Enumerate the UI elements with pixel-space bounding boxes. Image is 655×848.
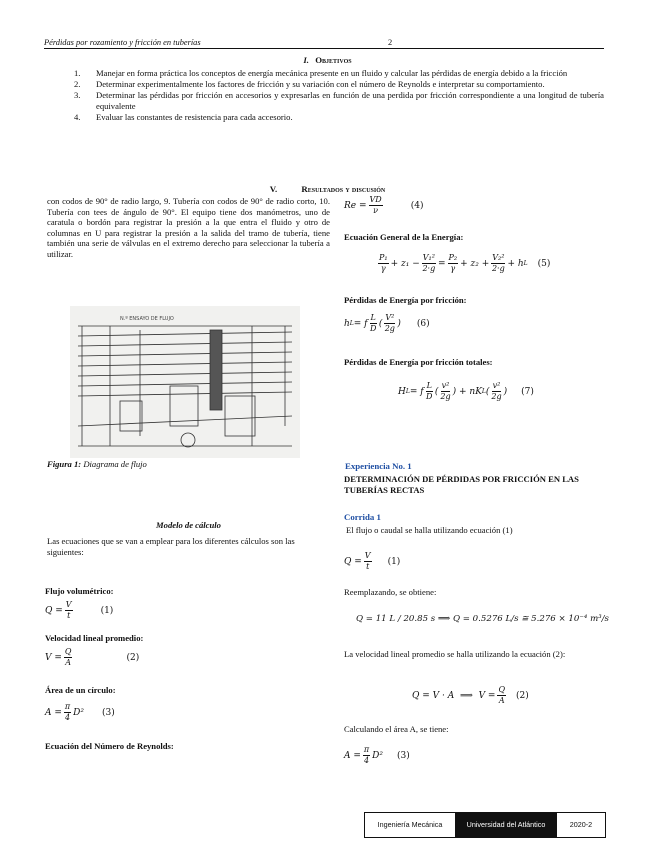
experiencia-title: Experiencia No. 1	[345, 461, 412, 471]
objetivos-list	[74, 68, 604, 123]
header-title: Pérdidas por rozamiento y fricción en tuberías	[44, 38, 201, 47]
equation-4: Re = $\frac{VD}{\nu}$ (4)	[344, 195, 424, 215]
equation-2: V = $\frac{Q}{A}$ (2)	[45, 647, 140, 667]
list-item: 1. Manejar en forma práctica los conceptos de energía mecánica presente en un fluido y calcular las pérdidas de energía debido a la fricción	[74, 68, 568, 78]
area-label: Área de un círculo:	[45, 685, 116, 695]
friccion-label: Pérdidas de Energía por fricción:	[344, 295, 467, 305]
energia-label: Ecuación General de la Energía:	[344, 232, 464, 242]
flujo-label: Flujo volumétrico:	[45, 586, 114, 596]
section-resultados-title: V. Resultados y discusión	[269, 184, 386, 194]
velocidad-label: Velocidad lineal promedio:	[45, 633, 144, 643]
figure-caption: Figura 1: Diagrama de flujo	[47, 459, 147, 469]
page-number: 2	[388, 38, 393, 47]
flujo-text: El flujo o caudal se halla utilizando ecuación (1)	[346, 525, 513, 535]
equation-r3: A = $\frac{\pi}{4}$ D² (3)	[344, 745, 410, 765]
equation-5: $\frac{\text{P₁}}{\gamma}$ + z₁ − $\frac{\text{V₁²}}{2\cdot g}$ = $\frac{\text{P₂}}{\gamma}$ + z₂ + $\frac{\text{V₂²}}{2\cdot g}$ + h L (5)	[379, 253, 551, 273]
friccion-totales-label: Pérdidas de Energía por fricción totales:	[344, 357, 493, 367]
list-item: 3. Determinar las pérdidas por fricción en accesorios y expresarlas en función de una perdida por fricción correspondiente a una longitud de tubería equivalente	[74, 90, 604, 111]
modelo-title: Modelo de cálculo	[156, 520, 221, 530]
reynolds-label: Ecuación del Número de Reynolds:	[45, 741, 174, 751]
equation-3: A = $\frac{\pi}{4}$ D² (3)	[45, 702, 115, 722]
list-item: 4. Evaluar las constantes de resistencia para cada accesorio.	[74, 112, 293, 122]
equation-7: H L = f $\frac{L}{D}$ ( $\frac{\text{v²}}{2g}$ ) + nK L ( $\frac{\text{v²}}{2g}$ ) (7)	[398, 381, 534, 401]
modelo-text: Las ecuaciones que se van a emplear para los diferentes cálculos son las siguientes:	[47, 536, 295, 557]
corrida-title: Corrida 1	[344, 512, 381, 522]
q-value-result: Q = 11 L / 20.85 s ⟹ Q = 0.5276 L/s ≅ 5.276 × 10⁻⁴ m³/s	[356, 614, 609, 624]
reemplazando-text: Reemplazando, se obtiene:	[344, 587, 437, 597]
flow-diagram-drawing	[70, 306, 300, 458]
flow-diagram-figure	[70, 306, 300, 458]
footer-university: Universidad del Atlántico	[456, 813, 557, 837]
section-objetivos-title: I. Objetivos	[303, 55, 352, 65]
list-item: 2. Determinar experimentalmente los factores de fricción y su variación con el número de Reynolds e interpretar su comportamiento.	[74, 79, 545, 89]
equation-r1: Q = $\frac{V}{t}$ (1)	[344, 551, 401, 571]
equation-6: h L = f $\frac{L}{D}$ ( $\frac{\text{V²}}{2g}$ ) (6)	[344, 313, 430, 333]
footer-table	[364, 812, 606, 838]
equation-1: Q = $\frac{V}{t}$ (1)	[45, 600, 114, 620]
figure-inner-title: N.º ENSAYO DE FLUJO	[120, 316, 174, 322]
intro-paragraph: con codos de 90° de radio largo, 9. Tubería con codos de 90° de radio corto, 10. Tubería con tees de ángulo de 90°. El equipo tiene dos manómetros, uno de caratula o bordón para registrar la presión a la que entra el fluido y otro de columnas en U para registrar la presión a la salida del tramo de tubería, tiene también una serie de válvulas en el extremo derecho para seleccionar la tubería a utilizar.	[47, 196, 330, 259]
footer-term: 2020-2	[569, 819, 593, 829]
equation-r2: Q = V · A ⟹ V = $\frac{Q}{A}$ (2)	[412, 685, 529, 705]
velocidad-text: La velocidad lineal promedio se halla utilizando la ecuación (2):	[344, 649, 566, 659]
experiencia-subtitle: DETERMINACIÓN DE PÉRDIDAS POR FRICCIÓN EN LAS TUBERÍAS RECTAS	[344, 474, 579, 495]
footer-dept: Ingeniería Mecánica	[365, 813, 456, 837]
area-text: Calculando el área A, se tiene:	[344, 724, 449, 734]
running-header	[44, 38, 604, 49]
